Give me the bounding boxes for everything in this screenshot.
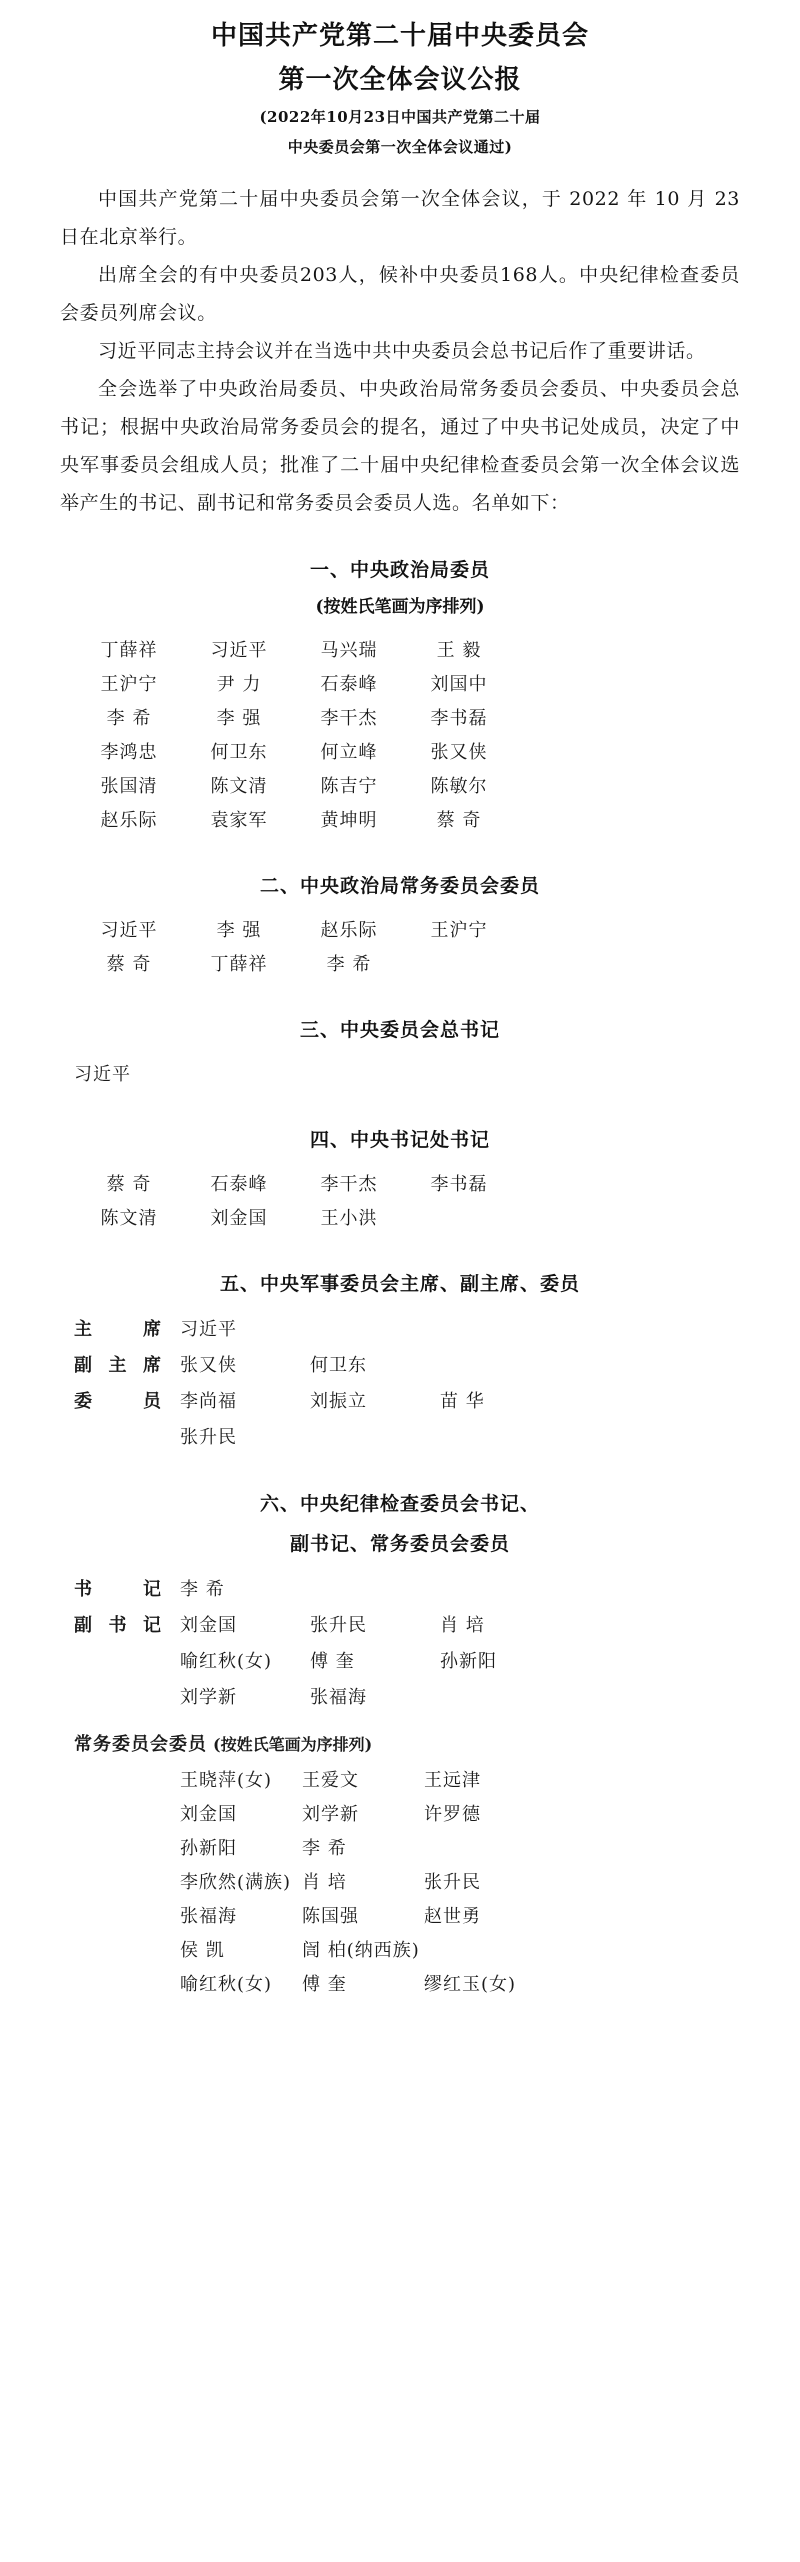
document-title-line1: 中国共产党第二十届中央委员会 <box>210 21 589 51</box>
label-row <box>74 1384 740 1420</box>
name-cell: 丁薛祥 <box>100 640 158 661</box>
name-cell: 何卫东 <box>310 1355 367 1376</box>
section-heading-cmc: 五、中央军事委员会主席、副主席、委员 <box>219 1273 580 1295</box>
standing-committee-note: (按姓氏笔画为序排列) <box>213 1735 373 1754</box>
name-cell: 喻红秋(女) <box>180 1651 273 1672</box>
name-cell: 张福海 <box>180 1906 237 1927</box>
row-label: 委 员 <box>74 1391 162 1412</box>
name-cell: 张国清 <box>100 776 158 797</box>
name-row <box>74 702 740 736</box>
name-cell: 李欣然(满族) <box>180 1872 292 1893</box>
name-cell: 王远津 <box>424 1770 481 1791</box>
row-values <box>180 1608 740 1644</box>
name-cell: 尹 力 <box>216 674 262 695</box>
name-cell: 张升民 <box>424 1872 481 1893</box>
name-cell <box>310 1420 440 1456</box>
document-body <box>60 180 740 522</box>
name-cell: 王 毅 <box>436 640 482 661</box>
section-heading-ccdi-line2: 副书记、常务委员会委员 <box>289 1533 510 1555</box>
name-cell: 刘振立 <box>310 1391 367 1412</box>
name-row <box>180 1900 740 1934</box>
standing-committee-label: 常务委员会委员 <box>74 1734 207 1755</box>
row-label <box>74 1420 180 1456</box>
row-label <box>74 1680 180 1716</box>
name-cell: 石泰峰 <box>210 1174 268 1195</box>
name-cell <box>440 1572 570 1608</box>
name-row <box>74 1168 740 1202</box>
standing-committee-name-grid <box>60 914 740 982</box>
name-cell: 赵乐际 <box>100 810 158 831</box>
name-cell: 陈吉宁 <box>320 776 378 797</box>
name-row <box>74 770 740 804</box>
name-cell: 王沪宁 <box>100 674 158 695</box>
name-cell: 石泰峰 <box>320 674 378 695</box>
row-label: 副主席 <box>74 1355 162 1376</box>
paragraph: 中国共产党第二十届中央委员会第一次全体会议，于 2022 年 10 月 23 日在北京举行。 <box>60 188 740 248</box>
name-cell: 刘金国 <box>180 1615 237 1636</box>
name-cell: 肖 培 <box>302 1872 347 1893</box>
cmc-rows <box>60 1312 740 1456</box>
name-cell: 张升民 <box>310 1615 367 1636</box>
name-row <box>180 1934 740 1968</box>
ccdi-standing-committee-grid <box>60 1764 740 2002</box>
ccdi-rows <box>60 1572 740 1716</box>
document-subtitle-line1: (2022年10月23日中国共产党第二十届 <box>259 108 541 126</box>
row-label: 副书记 <box>74 1615 162 1636</box>
name-cell: 傅 奎 <box>310 1651 355 1672</box>
name-cell: 刘学新 <box>302 1804 359 1825</box>
name-cell: 陈文清 <box>100 1208 158 1229</box>
name-cell: 李 希 <box>302 1838 347 1859</box>
label-row <box>74 1572 740 1608</box>
name-cell: 王晓萍(女) <box>180 1770 273 1791</box>
name-cell <box>404 1202 514 1236</box>
name-cell: 缪红玉(女) <box>424 1974 517 1995</box>
row-values <box>180 1312 740 1348</box>
section-heading-politburo: 一、中央政治局委员 <box>309 559 490 581</box>
name-cell: 赵世勇 <box>424 1906 481 1927</box>
label-row <box>74 1680 740 1716</box>
name-row <box>180 1866 740 1900</box>
name-cell: 何卫东 <box>210 742 268 763</box>
name-cell: 陈国强 <box>302 1906 359 1927</box>
name-cell: 孙新阳 <box>440 1651 497 1672</box>
name-cell: 张升民 <box>180 1427 237 1448</box>
row-values <box>180 1680 740 1716</box>
name-row <box>74 668 740 702</box>
name-cell: 肖 培 <box>440 1615 485 1636</box>
row-values <box>180 1348 740 1384</box>
paragraph: 习近平同志主持会议并在当选中共中央委员会总书记后作了重要讲话。 <box>98 340 706 362</box>
name-cell: 刘金国 <box>210 1208 268 1229</box>
ccdi-standing-committee-header <box>74 1728 740 1762</box>
name-cell: 习近平 <box>180 1319 237 1340</box>
name-cell: 李 强 <box>216 708 262 729</box>
row-values <box>180 1420 740 1456</box>
name-cell: 李鸿忠 <box>100 742 158 763</box>
name-cell: 孙新阳 <box>180 1838 237 1859</box>
label-row <box>74 1608 740 1644</box>
row-values <box>180 1384 740 1420</box>
name-row <box>74 914 740 948</box>
name-cell: 李书磊 <box>430 1174 488 1195</box>
name-cell: 黄坤明 <box>320 810 378 831</box>
name-cell: 李干杰 <box>320 708 378 729</box>
name-cell: 王爱文 <box>302 1770 359 1791</box>
label-row <box>74 1420 740 1456</box>
paragraph: 出席全会的有中央委员203人，候补中央委员168人。中央纪律检查委员会委员列席会议。 <box>60 264 740 324</box>
name-row <box>180 1968 740 2002</box>
name-cell: 张福海 <box>310 1687 367 1708</box>
name-row <box>74 736 740 770</box>
name-cell: 李 希 <box>326 954 372 975</box>
name-cell: 袁家军 <box>210 810 268 831</box>
document-subtitle-line2: 中央委员会第一次全体会议通过) <box>287 138 513 156</box>
name-cell: 丁薛祥 <box>210 954 268 975</box>
name-cell: 喻红秋(女) <box>180 1974 273 1995</box>
name-cell: 王小洪 <box>320 1208 378 1229</box>
row-label: 主 席 <box>74 1319 162 1340</box>
name-cell <box>440 1348 570 1384</box>
name-cell: 张又侠 <box>430 742 488 763</box>
section-heading-standing-committee: 二、中央政治局常务委员会委员 <box>259 875 540 897</box>
paragraph: 全会选举了中央政治局委员、中央政治局常务委员会委员、中央委员会总书记；根据中央政治局常务委员会的提名，通过了中央书记处成员，决定了中央军事委员会组成人员；批准了二十届中央纪律检查委员会第一次全体会议选举产生的书记、副书记和常务委员会委员人选。名单如下： <box>60 378 740 514</box>
row-values <box>180 1572 740 1608</box>
name-cell: 刘国中 <box>430 674 488 695</box>
name-cell: 侯 凯 <box>180 1940 225 1961</box>
name-cell: 蔡 奇 <box>436 810 482 831</box>
politburo-name-grid <box>60 634 740 838</box>
name-row <box>74 804 740 838</box>
name-cell: 何立峰 <box>320 742 378 763</box>
name-cell: 李 希 <box>106 708 152 729</box>
name-cell: 刘金国 <box>180 1804 237 1825</box>
name-cell <box>310 1572 440 1608</box>
label-row <box>74 1312 740 1348</box>
secretariat-name-grid <box>60 1168 740 1236</box>
name-cell: 李尚福 <box>180 1391 237 1412</box>
name-cell: 王沪宁 <box>430 920 488 941</box>
row-label: 书 记 <box>74 1579 162 1600</box>
name-row <box>74 634 740 668</box>
name-row <box>74 1202 740 1236</box>
name-cell: 李 希 <box>180 1579 225 1600</box>
name-cell: 苗 华 <box>440 1391 485 1412</box>
label-row <box>74 1348 740 1384</box>
name-row <box>180 1832 740 1866</box>
section-heading-ccdi-line1: 六、中央纪律检查委员会书记、 <box>259 1493 540 1515</box>
name-cell: 刘学新 <box>180 1687 237 1708</box>
name-row <box>180 1798 740 1832</box>
name-row <box>180 1764 740 1798</box>
name-cell <box>424 1832 546 1866</box>
name-cell <box>310 1312 440 1348</box>
name-cell: 訚 柏(纳西族) <box>302 1940 420 1961</box>
name-cell <box>404 948 514 982</box>
name-cell: 许罗德 <box>424 1804 481 1825</box>
name-cell: 习近平 <box>210 640 268 661</box>
name-cell: 李书磊 <box>430 708 488 729</box>
name-cell: 傅 奎 <box>302 1974 347 1995</box>
name-row <box>74 948 740 982</box>
name-cell <box>440 1420 570 1456</box>
name-cell: 马兴瑞 <box>320 640 378 661</box>
name-cell: 习近平 <box>100 920 158 941</box>
name-cell: 陈敏尔 <box>430 776 488 797</box>
name-cell: 蔡 奇 <box>106 1174 152 1195</box>
document-title-line2: 第一次全体会议公报 <box>278 65 522 95</box>
row-label <box>74 1644 180 1680</box>
label-row <box>74 1644 740 1680</box>
name-cell: 李 强 <box>216 920 262 941</box>
name-cell <box>440 1680 570 1716</box>
name-cell: 张又侠 <box>180 1355 237 1376</box>
section-note-politburo: (按姓氏笔画为序排列) <box>315 597 485 617</box>
section-heading-general-secretary: 三、中央委员会总书记 <box>299 1019 500 1041</box>
name-cell: 赵乐际 <box>320 920 378 941</box>
name-cell: 蔡 奇 <box>106 954 152 975</box>
general-secretary-name: 习近平 <box>74 1064 131 1085</box>
name-cell: 陈文清 <box>210 776 268 797</box>
name-cell <box>424 1934 546 1968</box>
section-heading-secretariat: 四、中央书记处书记 <box>309 1129 490 1151</box>
row-values <box>180 1644 740 1680</box>
name-cell <box>440 1312 570 1348</box>
name-cell: 李干杰 <box>320 1174 378 1195</box>
